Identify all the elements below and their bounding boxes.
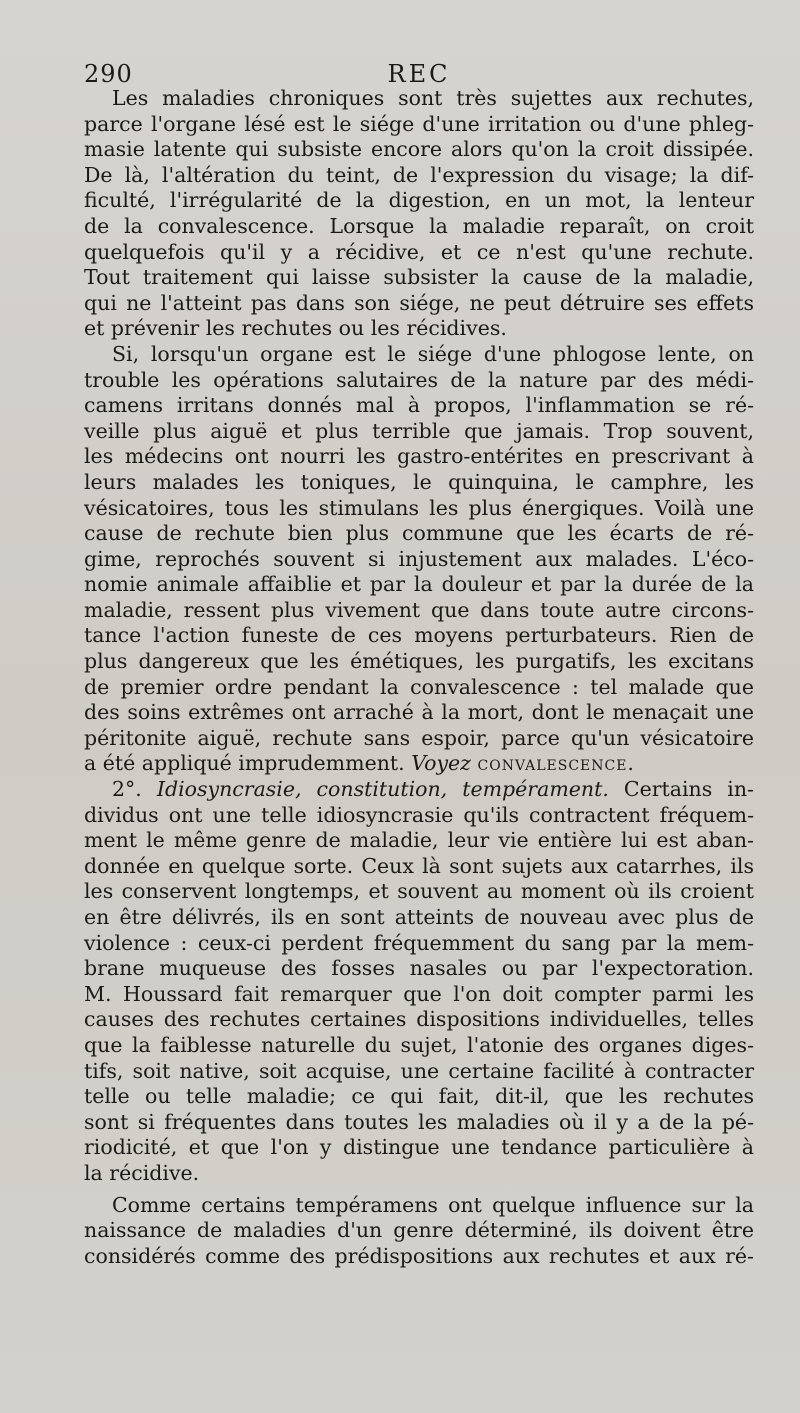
- text-line: [84, 163, 754, 189]
- line-text: en être délivrés, ils en sont atteints de nouveau avec plus de: [84, 905, 754, 929]
- text-line: [84, 547, 754, 573]
- text-line: [84, 470, 754, 496]
- text-line: [84, 521, 754, 547]
- text-line: [84, 393, 754, 419]
- line-text: trouble les opérations salutaires de la nature par des médi-: [84, 367, 754, 392]
- line-text: leurs malades les toniques, le quinquina, le camphre, les: [84, 469, 754, 494]
- line-text: M. Houssard fait remarquer que l'on doit compter parmi les: [84, 981, 754, 1006]
- line-text: que la faiblesse naturelle du sujet, l'atonie des organes diges-: [84, 1032, 754, 1057]
- line-text: la récidive.: [84, 1160, 200, 1185]
- text-line: [84, 931, 754, 957]
- text-line: [84, 1084, 754, 1110]
- line-text: dividus ont une telle idiosyncrasie qu'ils contractent fréquem-: [84, 802, 754, 827]
- text-line: [84, 598, 754, 624]
- line-text: sont si fréquentes dans toutes les maladies où il y a de la pé-: [84, 1109, 754, 1134]
- line-text: les conservent longtemps, et souvent au moment où ils croient: [84, 879, 754, 904]
- text-line: [84, 265, 754, 291]
- line-text: camens irritans donnés mal à propos, l'inflammation se ré-: [84, 393, 754, 418]
- text-line: [84, 444, 754, 470]
- line-text: causes des rechutes certaines dispositions individuelles, telles: [84, 1007, 754, 1032]
- line-text: qui ne l'atteint pas dans son siége, ne peut détruire ses effets: [84, 290, 754, 315]
- text-line: [84, 316, 754, 342]
- line-text: tance l'action funeste de ces moyens perturbateurs. Rien de: [84, 623, 754, 648]
- line-text: de premier ordre pendant la convalescence : tel malade que: [84, 674, 754, 699]
- line-text: nomie animale affaiblie et par la douleur et par la durée de la: [84, 572, 754, 597]
- text-line: [84, 700, 754, 726]
- line-text: brane muqueuse des fosses nasales ou par l'expectoration.: [84, 956, 754, 981]
- text-line: [84, 854, 754, 880]
- text-line: [84, 982, 754, 1008]
- line-text: tifs, soit native, soit acquise, une certaine facilité à contracter: [84, 1058, 754, 1083]
- text-line: [84, 1244, 754, 1270]
- text-line: [84, 956, 754, 982]
- text-line: [84, 496, 754, 522]
- line-text: plus dangereux que les émétiques, les purgatifs, les excitans: [84, 649, 754, 674]
- text-line: [84, 751, 754, 777]
- line-text: telle ou telle maladie; ce qui fait, dit-il, que les rechutes: [84, 1084, 754, 1109]
- line-text: parce l'organe lésé est le siége d'une irritation ou d'une phleg-: [84, 111, 754, 136]
- text-line: [84, 214, 754, 240]
- line-text: veille plus aiguë et plus terrible que jamais. Trop souvent,: [84, 418, 754, 443]
- small-caps-text: convalescence.: [477, 751, 635, 776]
- line-text: péritonite aiguë, rechute sans espoir, parce qu'un vésicatoire: [84, 725, 754, 750]
- text-line: [84, 572, 754, 598]
- text-line: [84, 726, 754, 752]
- line-text: Certains in-: [623, 777, 754, 802]
- line-text: Si, lorsqu'un organe est le siége d'une phlogose lente, on: [112, 341, 754, 366]
- line-text: ficulté, l'irrégularité de la digestion, en un mot, la lenteur: [84, 188, 754, 213]
- text-line: [84, 137, 754, 163]
- line-text: gime, reprochés souvent si injustement aux malades. L'éco-: [84, 546, 754, 571]
- line-text: les médecins ont nourri les gastro-entérites en prescrivant à: [84, 444, 754, 469]
- line-text: Tout traitement qui laisse subsister la cause de la maladie,: [84, 265, 754, 290]
- line-text: vésicatoires, tous les stimulans les plus énergiques. Voilà une: [84, 495, 754, 520]
- line-text: violence : ceux-ci perdent fréquemment du sang par la mem-: [84, 930, 754, 955]
- line-text: ment le même genre de maladie, leur vie entière lui est aban-: [84, 828, 754, 853]
- text-line: [84, 803, 754, 829]
- line-text: masie latente qui subsiste encore alors qu'on la croit dissipée.: [84, 137, 754, 162]
- text-line: [84, 828, 754, 854]
- text-line: [84, 240, 754, 266]
- text-line: [84, 112, 754, 138]
- line-text: naissance de maladies d'un genre déterminé, ils doivent être: [84, 1218, 754, 1243]
- text-line: [84, 1161, 754, 1187]
- line-text: a été appliqué imprudemment.: [84, 751, 405, 776]
- line-text: riodicité, et que l'on y distingue une tendance particulière à: [84, 1135, 754, 1160]
- text-line: [84, 291, 754, 317]
- line-text: et prévenir les rechutes ou les récidives.: [84, 316, 507, 341]
- text-line: [84, 777, 754, 803]
- text-line: [84, 675, 754, 701]
- line-text: Les maladies chroniques sont très sujettes aux rechutes,: [112, 86, 754, 110]
- text-line: [84, 1059, 754, 1085]
- text-line: [84, 879, 754, 905]
- line-text: Comme certains tempéramens ont quelque influence sur la: [112, 1192, 754, 1217]
- text-line: [84, 649, 754, 675]
- running-title: REC: [387, 60, 451, 88]
- line-text: de la convalescence. Lorsque la maladie reparaît, on croit: [84, 213, 754, 238]
- body-text: [84, 86, 754, 1269]
- italic-text: Voyez: [411, 751, 471, 776]
- text-line: [84, 188, 754, 214]
- line-text: maladie, ressent plus vivement que dans toute autre circons-: [84, 597, 754, 622]
- text-line: [84, 86, 754, 112]
- line-text: donnée en quelque sorte. Ceux là sont sujets aux catarrhes, ils: [84, 853, 754, 878]
- text-line: [84, 419, 754, 445]
- text-line: [84, 1193, 754, 1219]
- text-line: [84, 342, 754, 368]
- text-line: [84, 1135, 754, 1161]
- text-line: [84, 1218, 754, 1244]
- page-number: 290: [84, 60, 133, 88]
- text-line: [84, 1110, 754, 1136]
- text-line: [84, 1033, 754, 1059]
- line-text: considérés comme des prédispositions aux rechutes et aux ré-: [84, 1243, 754, 1268]
- line-text: cause de rechute bien plus commune que les écarts de ré-: [84, 521, 754, 546]
- line-text: quelquefois qu'il y a récidive, et ce n'est qu'une rechute.: [84, 239, 754, 264]
- text-line: [84, 905, 754, 931]
- text-line: [84, 623, 754, 649]
- line-text: 2°.: [112, 777, 142, 802]
- text-line: [84, 1007, 754, 1033]
- text-line: [84, 368, 754, 394]
- line-text: des soins extrêmes ont arraché à la mort, dont le menaçait une: [84, 700, 754, 725]
- line-text: De là, l'altération du teint, de l'expression du visage; la dif-: [84, 162, 754, 187]
- italic-text: Idiosyncrasie, constitution, tempérament.: [156, 777, 609, 802]
